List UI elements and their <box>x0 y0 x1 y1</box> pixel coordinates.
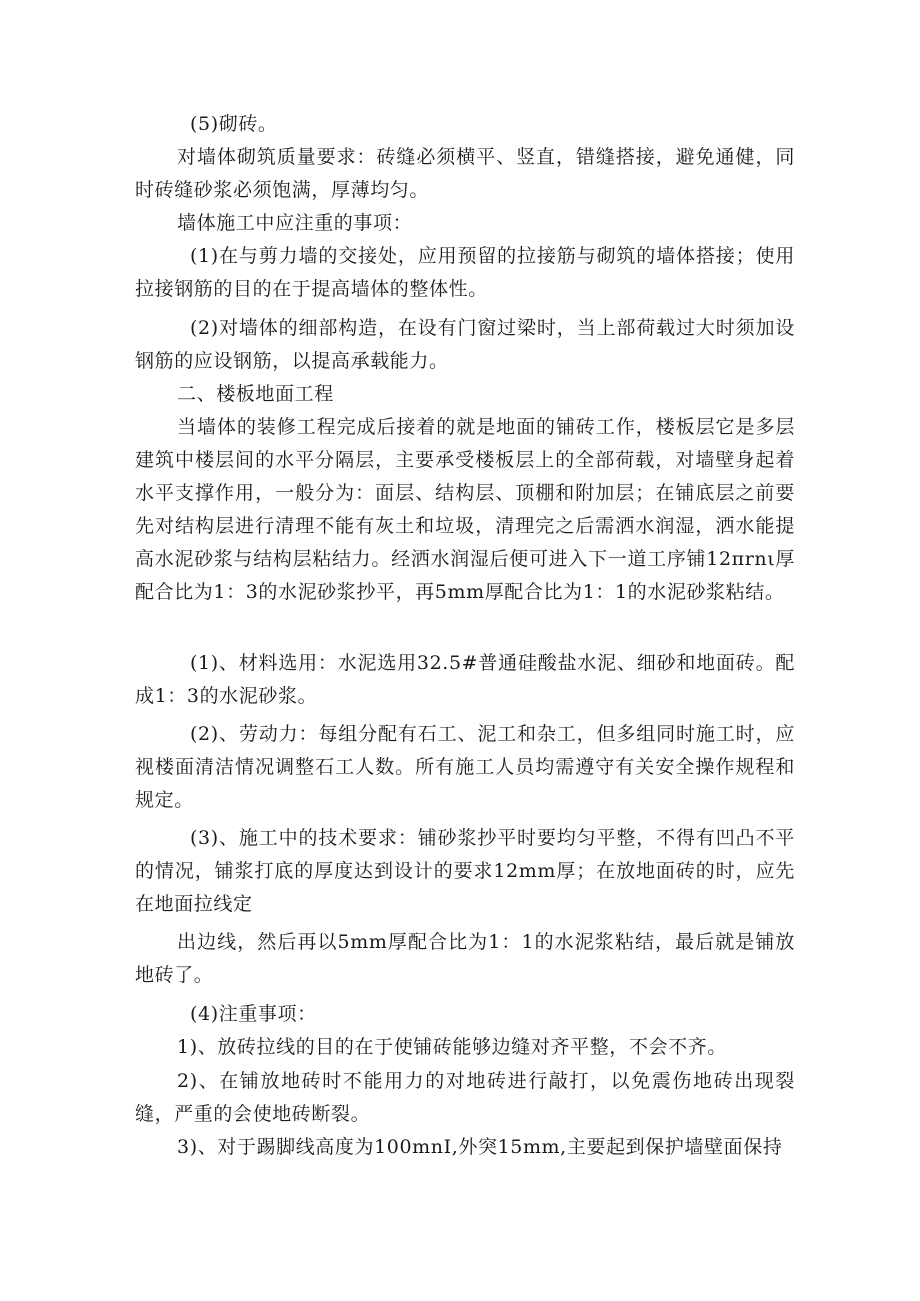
paragraph-floor-tiling-intro: 当墙体的装修工程完成后接着的就是地面的铺砖工作，楼板层它是多层建筑中楼层间的水平分隔层，主要承受楼板层上的全部荷载，对墙壁身起着水平支撑作用，一般分为：面层、结构层、顶棚和附加层；在铺底层之前要先对结构层进行清理不能有灰土和垃圾，清理完之后需洒水润湿，洒水能提高水泥砂浆与结构层粘结力。经洒水润湿后便可进入下一道工序铺12πrnι厚配合比为1：3的水泥砂浆抄平，再5mm厚配合比为1：1的水泥砂浆粘结。 <box>135 416 795 603</box>
paragraph-notes-heading: (4)注重事项： <box>190 1003 317 1025</box>
paragraph-technical-requirements: (3)、施工中的技术要求：铺砂浆抄平时要均匀平整，不得有凹凸不平的情况，铺浆打底的厚度达到设计的要求12mm厚；在放地面砖的时，应先在地面拉线定 <box>135 827 795 915</box>
paragraph-wall-detail-construction: (2)对墙体的细部构造，在设有门窗过梁时，当上部荷载过大时须加设钢筋的应设钢筋，以提高承载能力。 <box>135 317 795 372</box>
paragraph-material-selection: (1)、材料选用：水泥选用32.5#普通硅酸盐水泥、细砂和地面砖。配成1：3的水泥砂浆。 <box>135 652 795 707</box>
list-item-note-3: 3)、对于踢脚线高度为100mnI,外突15mm,主要起到保护墙壁面保持 <box>177 1136 783 1158</box>
paragraph-wall-quality-requirements: 对墙体砌筑质量要求：砖缝必须横平、竖直，错缝搭接，避免通健，同时砖缝砂浆必须饱满，厚薄均匀。 <box>135 146 795 201</box>
paragraph-shear-wall-junction: (1)在与剪力墙的交接处，应用预留的拉接筋与砌筑的墙体搭接；使用拉接钢筋的目的在于提高墙体的整体性。 <box>135 245 795 300</box>
list-item-note-2: 2)、在铺放地砖时不能用力的对地砖进行敲打，以免震伤地砖出现裂缝，严重的会使地砖断裂。 <box>135 1070 795 1125</box>
paragraph-brick-laying-heading: (5)砌砖。 <box>190 113 278 135</box>
section-title-floor-works: 二、楼板地面工程 <box>177 383 334 405</box>
paragraph-technical-requirements-continued: 出边线，然后再以5mm厚配合比为1：1的水泥浆粘结，最后就是铺放地砖了。 <box>135 931 795 986</box>
paragraph-wall-construction-notes-heading: 墙体施工中应注重的事项： <box>177 212 413 234</box>
paragraph-labor: (2)、劳动力：每组分配有石工、泥工和杂工，但多组同时施工时，应视楼面清洁情况调整石工人数。所有施工人员均需遵守有关安全操作规程和规定。 <box>135 723 795 811</box>
list-item-note-1: 1)、放砖拉线的目的在于使铺砖能够边缝对齐平整，不会不齐。 <box>177 1036 727 1058</box>
